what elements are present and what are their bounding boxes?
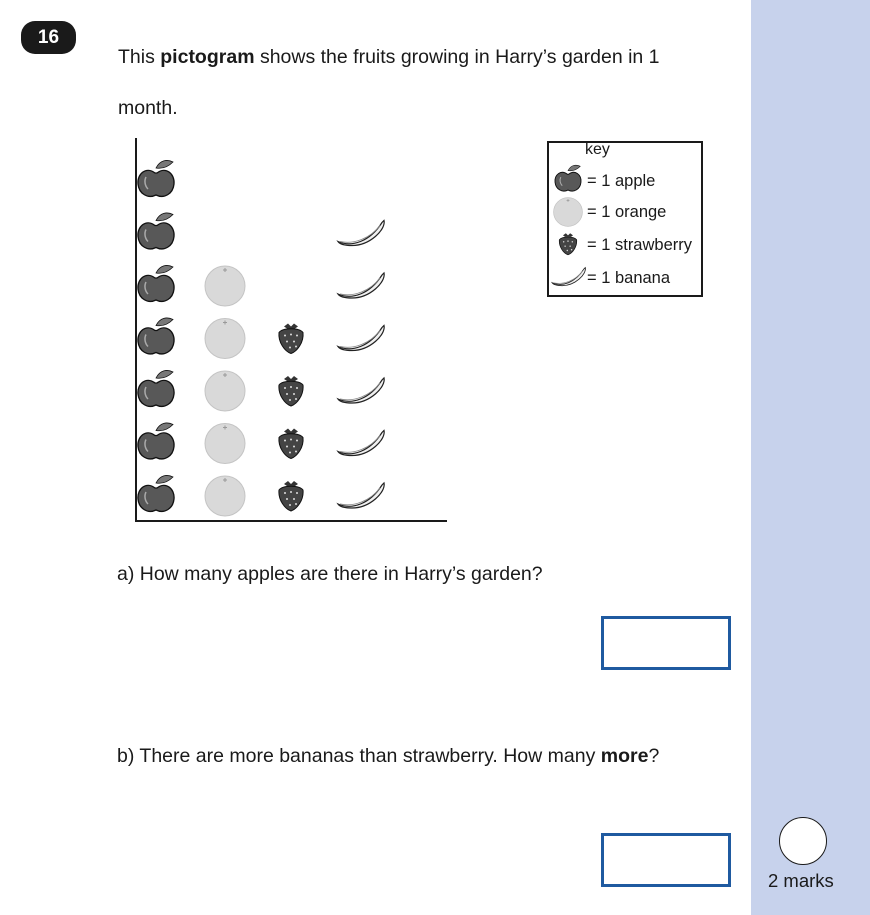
key-label-strawberry: = 1 strawberry (587, 236, 692, 254)
intro-bold-term: pictogram (160, 46, 255, 68)
banana-symbol (338, 273, 384, 298)
key-title: key (585, 141, 610, 158)
apple-symbol (138, 423, 174, 459)
question-number-badge: 16 (21, 21, 76, 54)
key-label-banana: = 1 banana (587, 269, 671, 287)
orange-symbol (205, 371, 245, 411)
question-part-a: a) How many apples are there in Harry’s garden? (117, 563, 543, 585)
orange-symbol (205, 319, 245, 359)
key-label-apple: = 1 apple (587, 172, 656, 190)
part-b-bold-term: more (600, 745, 649, 767)
apple-symbol (138, 370, 174, 406)
answer-box-a[interactable] (601, 616, 731, 670)
apple-symbol (138, 475, 174, 511)
strawberry-symbol (279, 429, 303, 459)
margin-strip (751, 0, 870, 915)
part-b-text-end: ? (648, 745, 660, 767)
orange-symbol (205, 266, 245, 306)
banana-symbol (338, 483, 384, 508)
question-intro (118, 32, 718, 134)
intro-text-start: This (118, 46, 161, 68)
apple-symbol (138, 160, 174, 196)
answer-box-b[interactable] (601, 833, 731, 887)
strawberry-symbol (279, 481, 303, 511)
apple-symbol (138, 265, 174, 301)
key-label-orange: = 1 orange (587, 203, 667, 221)
banana-symbol (338, 326, 384, 351)
marks-label: 2 marks (768, 870, 834, 891)
strawberry-symbol (279, 324, 303, 354)
banana-symbol (338, 378, 384, 403)
strawberry-symbol (279, 376, 303, 406)
orange-symbol (205, 424, 245, 464)
apple-symbol (138, 213, 174, 249)
intro-text-end: shows the fruits growing in Harry’s garden in 1 month. (118, 46, 660, 119)
orange-symbol (205, 476, 245, 516)
marks-circle (779, 817, 827, 865)
question-part-b (117, 745, 659, 768)
banana-symbol (338, 431, 384, 456)
part-b-text-start: b) There are more bananas than strawberry. How many (117, 745, 601, 767)
apple-symbol (138, 318, 174, 354)
banana-symbol (338, 221, 384, 246)
